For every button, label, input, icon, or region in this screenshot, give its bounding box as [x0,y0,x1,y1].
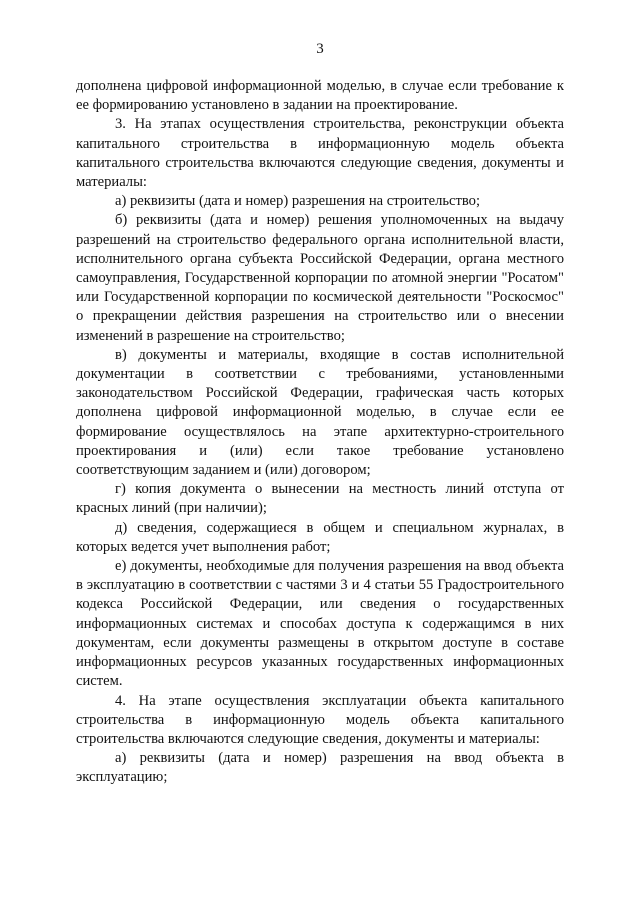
paragraph-item-3d: д) сведения, содержащиеся в общем и специальном журналах, в которых ведется учет выполнения работ; [76,519,564,555]
paragraph-item-3v: в) документы и материалы, входящие в состав исполнительной документации в соответствии с требованиями, установленными законодательством Российской Федерации, графическая часть которых дополнена цифровой информационной моделью, в случае если ее формирование осуществлялось на этапе архитектурно-строительного проектирования и (или) если такое требование установлено соответствующим заданием и (или) договором; [76,346,564,479]
paragraph-item-4: 4. На этапе осуществления эксплуатации объекта капитального строительства в информационную модель объекта капитального строительства включаются следующие сведения, документы и материалы: [76,692,564,747]
paragraph-item-3a: а) реквизиты (дата и номер) разрешения на строительство; [115,193,481,210]
paragraph-continuation: дополнена цифровой информационной моделью, в случае если требование к ее формированию установлено в задании на проектирование. [76,78,564,114]
paragraph-item-3: 3. На этапах осуществления строительства, реконструкции объекта капитального строительства в информационную модель объекта капитального строительства включаются следующие сведения, документы и материалы: [76,116,564,191]
document-body [76,77,564,788]
paragraph-item-3e: е) документы, необходимые для получения разрешения на ввод объекта в эксплуатацию в соответствии с частями 3 и 4 статьи 55 Градостроительного кодекса Российской Федерации, или сведения о государственных информационных системах и способах доступа к содержащимся в них документам, если документы размещены в открытом доступе в составе информационных ресурсов указанных государственных информационных систем. [76,558,564,690]
page-number: 3 [316,41,324,57]
paragraph-item-4a: а) реквизиты (дата и номер) разрешения на ввод объекта в эксплуатацию; [76,750,564,786]
paragraph-item-3g: г) копия документа о вынесении на местность линий отступа от красных линий (при наличии); [76,481,564,517]
paragraph-item-3b: б) реквизиты (дата и номер) решения уполномоченных на выдачу разрешений на строительство федерального органа исполнительной власти, исполнительного органа субъекта Российской Федерации, органа местного самоуправления, Государственной корпорации по атомной энергии "Росатом" или Государственной корпорации по космической деятельности "Роскосмос" о прекращении действия разрешения на строительство или о внесении изменений в разрешение на строительство; [76,212,564,344]
